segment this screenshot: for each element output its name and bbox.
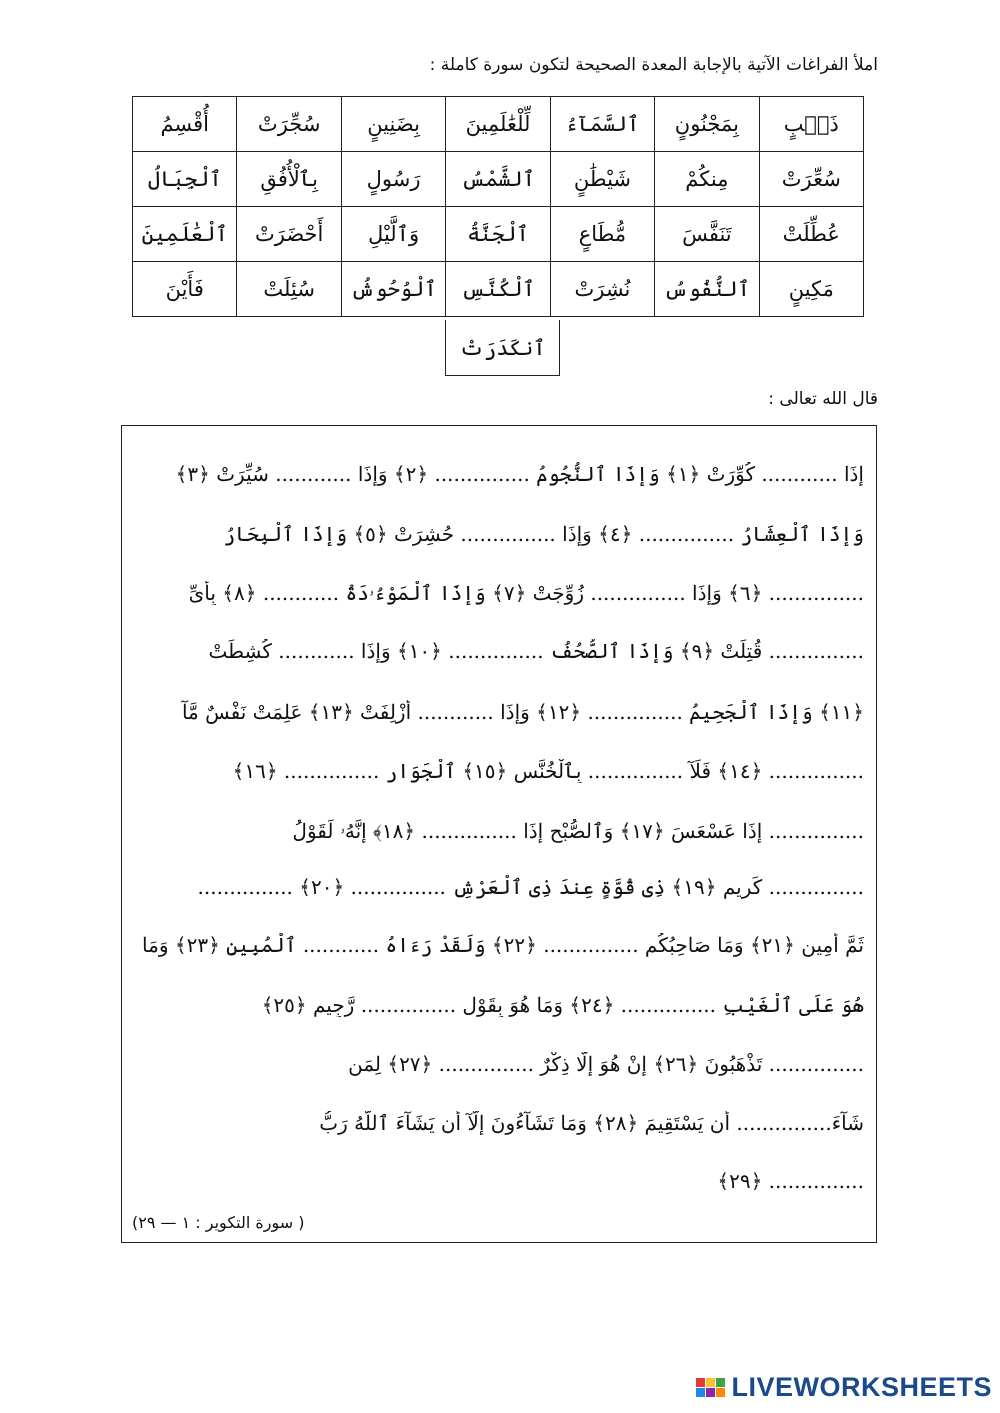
passage-line: ............... كَرِيمٍ ﴿١٩﴾ ذِى قُوَّةٍ عِندَ ذِى ٱلْعَرْشِ ............... ﴿٢٠﴾ ............... — [197, 875, 864, 899]
word-cell[interactable]: تَنَفَّسَ — [655, 207, 759, 262]
word-cell[interactable]: ٱلشَّمْسُ — [446, 152, 550, 207]
passage-box — [121, 425, 877, 1243]
word-cell[interactable]: بِمَجْنُونٍ — [655, 97, 759, 152]
word-cell[interactable]: ٱلْكُنَّسِ — [446, 262, 550, 317]
word-bank-row — [133, 262, 864, 317]
word-cell[interactable]: ذَنۢبٍ — [759, 97, 863, 152]
passage-line: ﴿١١﴾ وَإِذَا ٱلْجَحِيمُ ............... ﴿١٢﴾ وَإِذَا ............ أُزْلِفَتْ ﴿١٣﴾ عَلِمَتْ نَفْسٌ مَّآ — [181, 700, 864, 724]
word-cell[interactable]: سُئِلَتْ — [237, 262, 341, 317]
passage-line: ............... ﴿٢٩﴾ — [717, 1169, 864, 1193]
word-cell[interactable]: لِّلْعَٰلَمِينَ — [446, 97, 550, 152]
passage-line: وَإِذَا ٱلْعِشَارُ ............... ﴿٤﴾ وَإِذَا ............... حُشِرَتْ ﴿٥﴾ وَإِذَا ٱلْبِحَارُ — [223, 522, 864, 546]
passage-line: هُوَ عَلَى ٱلْغَيْبِ ............... ﴿٢٤﴾ وَمَا هُوَ بِقَوْلِ ............... رَّجِيمٍ ﴿٢٥﴾ — [261, 993, 864, 1017]
word-cell-extra[interactable]: ٱنكَدَرَتْ — [445, 320, 560, 376]
word-cell[interactable]: وَٱلَّيْلِ — [341, 207, 445, 262]
word-cell[interactable]: ٱلنُّفُوسُ — [655, 262, 759, 317]
passage-line: ثَمَّ أَمِينٍ ﴿٢١﴾ وَمَا صَاحِبُكُم ............... ﴿٢٢﴾ وَلَقَدْ رَءَاهُ ............ ٱلْمُبِينِ ﴿٢٣﴾ وَمَا — [142, 933, 864, 957]
passage-line: شَآءَ............... أَن يَسْتَقِيمَ ﴿٢٨﴾ وَمَا تَشَآءُونَ إِلَّآ أَن يَشَآءَ ٱللَّهُ رَبُّ — [319, 1111, 864, 1135]
word-cell[interactable]: سُجِّرَتْ — [237, 97, 341, 152]
logo-text: LIVEWORKSHEETS — [731, 1372, 992, 1402]
passage-line: ............... تَذْهَبُونَ ﴿٢٦﴾ إِنْ هُوَ إِلَّا ذِكْرٌ ............... ﴿٢٧﴾ لِمَن — [348, 1052, 864, 1076]
logo-grid-icon — [696, 1378, 725, 1397]
word-cell[interactable]: مَكِينٍ — [759, 262, 863, 317]
word-cell[interactable]: عُطِّلَتْ — [759, 207, 863, 262]
word-bank-row — [133, 152, 864, 207]
word-cell[interactable]: فَأَيْنَ — [133, 262, 237, 317]
word-cell[interactable]: ٱلْعَٰلَمِينَ — [133, 207, 237, 262]
instruction-text: املأ الفراغات الآتية بالإجابة المعدة الصحيحة لتكون سورة كاملة : — [429, 55, 878, 75]
passage-line: ............... قُتِلَتْ ﴿٩﴾ وَإِذَا ٱلصُّحُفُ ............... ﴿١٠﴾ وَإِذَا ............ كُشِطَتْ — [208, 639, 864, 663]
word-cell[interactable]: أَحْضَرَتْ — [237, 207, 341, 262]
surah-reference: ( سورة التكوير : ١ — ٢٩) — [132, 1213, 305, 1232]
passage-line: ............... ﴿٦﴾ وَإِذَا ............... زُوِّجَتْ ﴿٧﴾ وَإِذَا ٱلْمَوْءُۥدَةُ ............ ﴿٨﴾ بِأَىِّ — [188, 581, 864, 605]
word-cell[interactable]: ٱلْجَنَّةُ — [446, 207, 550, 262]
word-cell[interactable]: بِٱلْأُفُقِ — [237, 152, 341, 207]
liveworksheets-logo — [696, 1372, 992, 1403]
word-cell[interactable]: أُقْسِمُ — [133, 97, 237, 152]
word-cell[interactable]: ٱلسَّمَآءُ — [550, 97, 654, 152]
word-cell[interactable]: ٱلْجِبَالُ — [133, 152, 237, 207]
word-cell[interactable]: رَسُولٍ — [341, 152, 445, 207]
passage-line: إِذَا ............ كُوِّرَتْ ﴿١﴾ وَإِذَا ٱلنُّجُومُ ............... ﴿٢﴾ وَإِذَا ............ سُيِّرَتْ ﴿٣﴾ — [175, 462, 864, 486]
word-bank-row — [133, 207, 864, 262]
word-cell[interactable]: بِضَنِينٍ — [341, 97, 445, 152]
passage-line: ............... إِذَا عَسْعَسَ ﴿١٧﴾ وَٱلصُّبْحِ إِذَا ............... ﴿١٨﴾ إِنَّهُۥ لَقَوْلُ — [292, 819, 864, 843]
word-cell[interactable]: نُشِرَتْ — [550, 262, 654, 317]
word-cell[interactable]: ٱلْوُحُوشُ — [341, 262, 445, 317]
passage-line: ............... ﴿١٤﴾ فَلَآ ............... بِٱلْخُنَّسِ ﴿١٥﴾ ٱلْجَوَارِ ............... ﴿١٦﴾ — [232, 759, 864, 783]
word-cell[interactable]: مُّطَاعٍ — [550, 207, 654, 262]
word-cell[interactable]: سُعِّرَتْ — [759, 152, 863, 207]
word-cell[interactable]: شَيْطَٰنٍ — [550, 152, 654, 207]
section-heading: قال الله تعالى : — [768, 389, 878, 409]
word-bank-row — [133, 97, 864, 152]
word-bank-table — [132, 96, 864, 317]
word-cell[interactable]: مِنكُمْ — [655, 152, 759, 207]
